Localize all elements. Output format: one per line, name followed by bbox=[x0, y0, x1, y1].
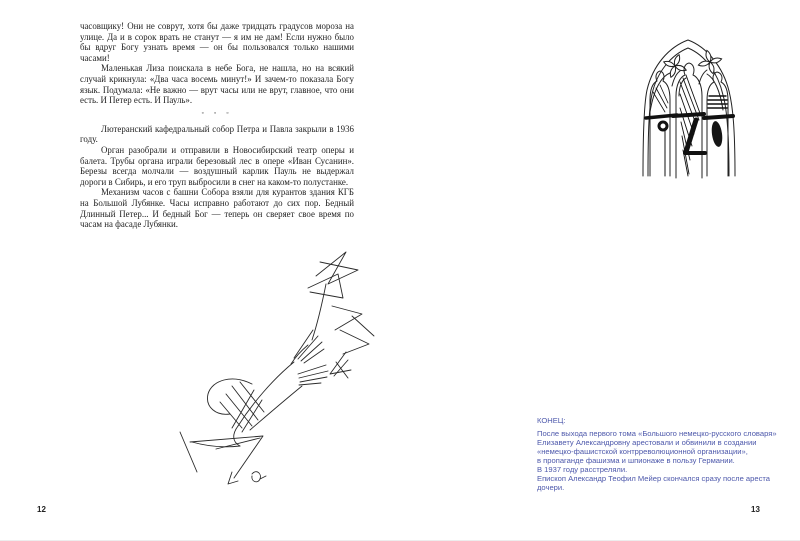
colophon-line: Епископ Александр Теофил Мейер скончался сразу после ареста bbox=[537, 474, 770, 483]
colophon-line: После выхода первого тома «Большого немецко-русского словаря» bbox=[537, 429, 777, 438]
paragraph: Лютеранский кафедральный собор Петра и Павла закрыли в 1936 году. bbox=[80, 123, 354, 145]
colophon-heading: КОНЕЦ: bbox=[537, 416, 566, 425]
paragraph: Орган разобрали и отправили в Новосибирский театр оперы и балета. Трубы органа играли березовый лес в опере «Иван Сусанин». Березы всегда молчали — воздушный карлик Пауль не выдержал дороги в Сибирь, и его труп выбросили в снег на каком-то полустанке. bbox=[80, 144, 354, 187]
paragraph: Механизм часов с башни Собора взяли для курантов здания КГБ на Большой Лубянке. Часы исправно работают до сих пор. Бедный Длинный Петер... И бедный Бог — теперь он сверяет свое время по часам на фасаде Лубянки. bbox=[80, 187, 354, 230]
colophon-line: в пропаганде фашизма и шпионаже в пользу Германии. bbox=[537, 456, 735, 465]
paragraph: Маленькая Лиза поискала в небе Бога, не нашла, но на всякий случай крикнула: «Два часа восемь минут!» И зачем-то показала Богу язык. Подумала: «Не важно — врут часы или не врут, главное, что они есть. И Петер есть. И Пауль». bbox=[80, 63, 354, 106]
paragraph-continuation: часовщику! Они не соврут, хотя бы даже тридцать градусов мороза на улице. Да и в сорок врать не станут — я им не дам! Если нужно было бы вдруг Богу узнать время — он бы пользовался только нашими часами! bbox=[80, 21, 354, 63]
body-text-column bbox=[80, 21, 354, 230]
section-divider: ◦ ◦ ◦ bbox=[201, 109, 233, 117]
abstract-figure-sketch-illustration bbox=[160, 250, 395, 495]
colophon-line: «немецко-фашистской контрреволюционной организации», bbox=[537, 447, 748, 456]
church-window-sketch-illustration bbox=[636, 28, 748, 180]
colophon-block bbox=[537, 416, 787, 492]
colophon-line: дочери. bbox=[537, 483, 565, 492]
colophon-line: В 1937 году расстреляли. bbox=[537, 465, 628, 474]
page-number-left: 12 bbox=[37, 505, 46, 514]
colophon-line: Елизавету Александровну арестовали и обвинили в создании bbox=[537, 438, 757, 447]
page-number-right: 13 bbox=[751, 505, 760, 514]
